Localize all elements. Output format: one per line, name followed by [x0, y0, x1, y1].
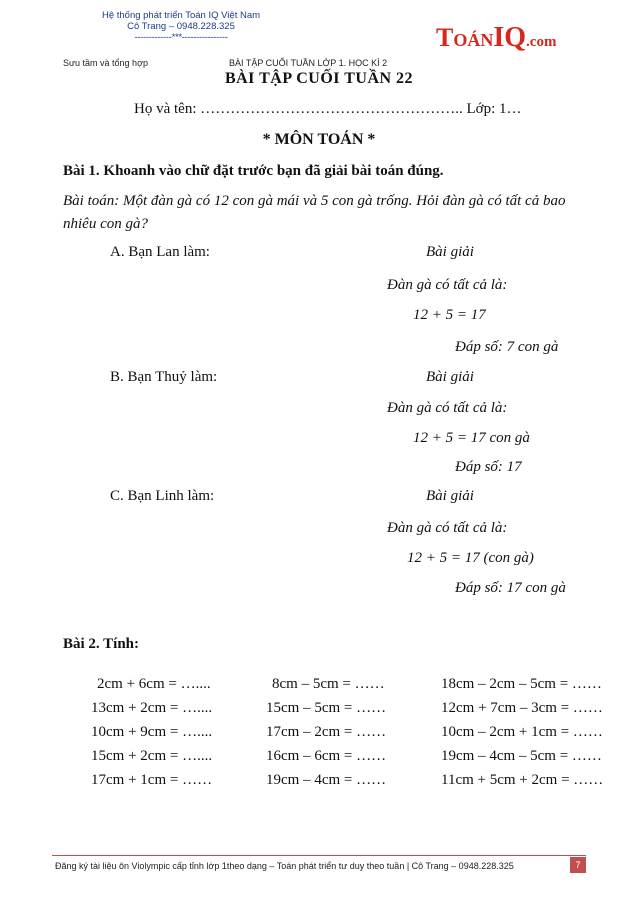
exercise2-heading: Bài 2. Tính: [63, 636, 140, 652]
publisher-name: Hệ thống phát triển Toán IQ Việt Nam [101, 10, 261, 21]
calc-item: 16cm – 6cm = …… [266, 748, 387, 764]
publisher-block [96, 10, 266, 43]
calc-item: 2cm + 6cm = ….... [97, 676, 211, 692]
option-b-answer: Đáp số: 17 [455, 459, 522, 475]
calc-item: 17cm + 1cm = …… [91, 772, 213, 788]
publisher-contact: Cô Trang – 0948.228.325 [127, 21, 235, 32]
publisher-divider: -------------***---------------- [134, 32, 228, 43]
option-a-sentence: Đàn gà có tất cả là: [387, 277, 508, 293]
option-c-sentence: Đàn gà có tất cả là: [387, 520, 508, 536]
option-b-label: B. Bạn Thuỷ làm: [110, 369, 218, 385]
calc-item: 17cm – 2cm = …… [266, 724, 387, 740]
calc-item: 13cm + 2cm = ….... [91, 700, 213, 716]
calc-item: 12cm + 7cm – 3cm = …… [441, 700, 603, 716]
calc-item: 11cm + 5cm + 2cm = …… [441, 772, 604, 788]
worksheet-subtitle: BÀI TẬP CUỐI TUẦN LỚP 1. HỌC KÌ 2 [229, 58, 388, 68]
footer-text: Đăng ký tài liệu ôn Violympic cấp tỉnh lớp 1theo dạng – Toán phát triển tư duy theo tuần | Cô Trang – 0948.228.325 [55, 861, 514, 871]
footer-divider [52, 855, 586, 856]
calc-item: 15cm + 2cm = ….... [91, 748, 213, 764]
option-c-label: C. Bạn Linh làm: [110, 488, 215, 504]
option-c-calc: 12 + 5 = 17 (con gà) [407, 550, 534, 566]
option-a-calc: 12 + 5 = 17 [413, 307, 486, 323]
option-c-heading: Bài giải [426, 488, 474, 504]
calc-item: 8cm – 5cm = …… [272, 676, 385, 692]
exercise1-problem-line1: Bài toán: Một đàn gà có 12 con gà mái và 5 con gà trống. Hỏi đàn gà có tất cả bao [63, 193, 566, 209]
option-b-calc: 12 + 5 = 17 con gà [413, 430, 530, 446]
calc-item: 18cm – 2cm – 5cm = …… [441, 676, 602, 692]
option-b-heading: Bài giải [426, 369, 474, 385]
exercise1-problem-line2: nhiêu con gà? [63, 216, 148, 232]
calc-item: 19cm – 4cm = …… [266, 772, 387, 788]
collected-label: Sưu tầm và tổng hợp [63, 58, 148, 68]
subject-heading: * MÔN TOÁN * [262, 131, 376, 148]
toaniq-logo: T OÁN IQ .com [436, 22, 557, 53]
option-b-sentence: Đàn gà có tất cả là: [387, 400, 508, 416]
student-name-line: Họ và tên: …………………………………………….. Lớp: 1… [134, 101, 522, 117]
calc-item: 10cm + 9cm = ….... [91, 724, 213, 740]
calc-item: 15cm – 5cm = …… [266, 700, 387, 716]
option-a-heading: Bài giải [426, 244, 474, 260]
calc-item: 10cm – 2cm + 1cm = …… [441, 724, 603, 740]
calc-item: 19cm – 4cm – 5cm = …… [441, 748, 602, 764]
option-a-label: A. Bạn Lan làm: [110, 244, 210, 260]
option-c-answer: Đáp số: 17 con gà [455, 580, 566, 596]
page-number: 7 [570, 857, 586, 873]
worksheet-title: BÀI TẬP CUỐI TUẦN 22 [224, 70, 414, 87]
option-a-answer: Đáp số: 7 con gà [455, 339, 559, 355]
exercise1-heading: Bài 1. Khoanh vào chữ đặt trước bạn đã giải bài toán đúng. [63, 163, 444, 179]
